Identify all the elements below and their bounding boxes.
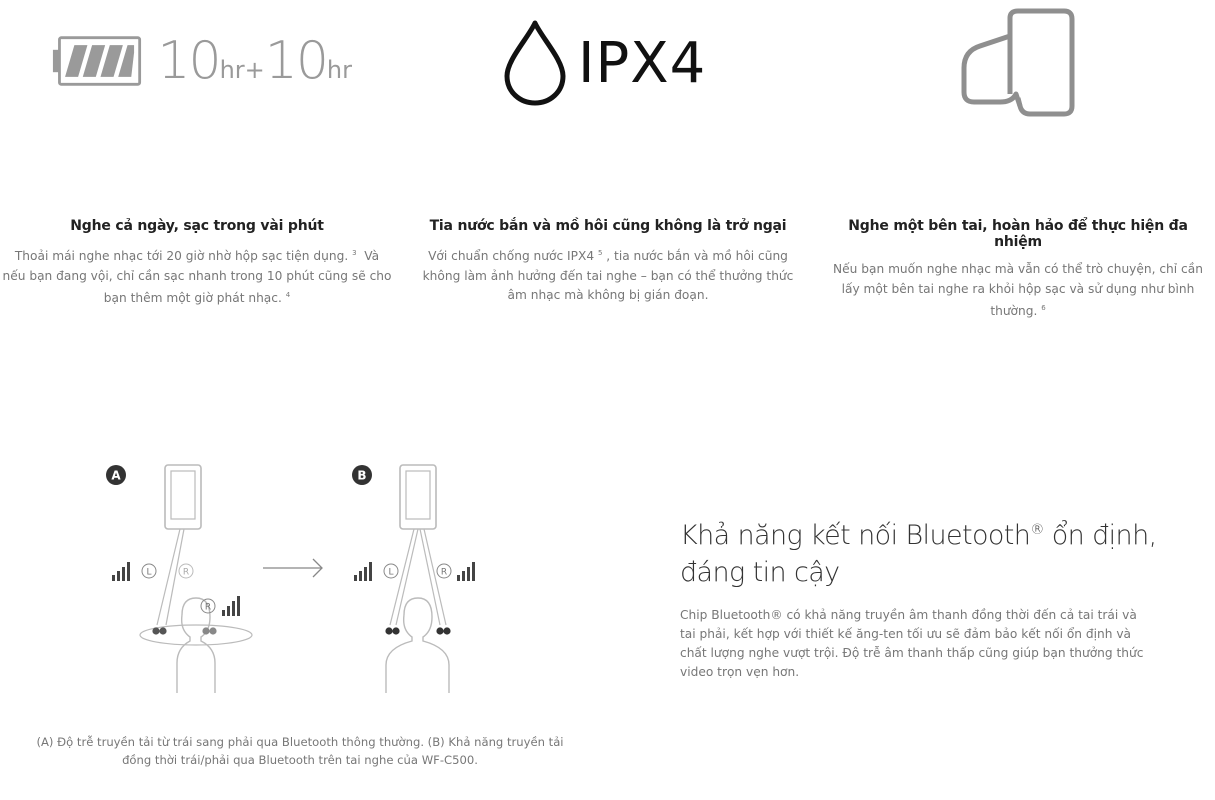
water-drop-icon xyxy=(502,18,568,108)
footnote-ref[interactable]: 6 xyxy=(1041,304,1046,312)
feature-battery-title: Nghe cả ngày, sạc trong vài phút xyxy=(70,218,324,234)
diagram-caption: (A) Độ trễ truyền tải từ trái sang phải qua Bluetooth thông thường. (B) Khả năng truyền tải đồng thời trái/phải qua Bluetooth trên tai nghe của WF-C500. xyxy=(36,735,564,767)
feature-single-ear-desc-text: Nếu bạn muốn nghe nhạc mà vẫn có thể trò chuyện, chỉ cần lấy một bên tai nghe ra khỏi hộp sạc và sử dụng như bình thường. xyxy=(833,262,1203,319)
feature-ipx4 xyxy=(413,218,803,306)
svg-text:R: R xyxy=(182,567,190,578)
phone-a-icon xyxy=(165,465,201,529)
feature-single-ear-title: Nghe một bên tai, hoàn hảo để thực hiện đa nhiệm xyxy=(848,218,1188,250)
arrow-right-icon xyxy=(263,559,322,577)
feature-ipx4-desc-text-2: , tia nước bắn và mồ hôi cũng không làm ảnh hưởng đến tai nghe – bạn có thể thưởng thức âm nhạc mà không bị gián đoạn. xyxy=(422,249,794,303)
feature-ipx4-desc xyxy=(413,244,803,306)
feature-battery-desc xyxy=(2,244,392,309)
svg-text:B: B xyxy=(357,468,367,483)
left-ear-marker-icon xyxy=(142,564,156,578)
signal-bars-icon xyxy=(112,562,130,581)
feature-battery-desc-text-2: Và nếu bạn đang vội, chỉ cần sạc nhanh trong 10 phút cũng sẽ cho bạn thêm một giờ phát nhạc. xyxy=(2,249,392,306)
ipx4-feature-icon xyxy=(502,18,722,108)
person-b-icon xyxy=(386,598,449,693)
battery-duration-text xyxy=(157,31,352,91)
person-a-icon xyxy=(140,598,252,693)
footnote-ref[interactable]: 5 xyxy=(597,249,603,257)
bluetooth-title-text-2: ổn định, đáng tin cậy xyxy=(680,520,1157,588)
left-ear-marker-icon xyxy=(384,564,398,578)
bluetooth-title xyxy=(680,512,1180,591)
svg-text:L: L xyxy=(388,567,394,578)
diagram-label-b xyxy=(352,465,372,485)
svg-text:R: R xyxy=(204,602,212,613)
battery-unit-2: hr xyxy=(326,56,352,84)
signal-bars-icon xyxy=(354,562,372,581)
feature-battery-desc-text-1: Thoải mái nghe nhạc tới 20 giờ nhờ hộp sạc tiện dụng. xyxy=(14,249,349,264)
footnote-ref[interactable]: 4 xyxy=(285,291,291,300)
svg-text:L: L xyxy=(146,567,152,578)
battery-feature-icon xyxy=(52,30,352,92)
battery-plus: + xyxy=(244,56,265,84)
feature-single-ear xyxy=(823,218,1213,322)
battery-hours-1: 10 xyxy=(157,31,220,91)
feature-battery xyxy=(2,218,392,309)
earbuds-b-icon xyxy=(385,627,450,634)
signal-bars-icon xyxy=(222,596,240,616)
battery-icon xyxy=(52,32,143,90)
feature-ipx4-title: Tia nước bắn và mồ hôi cũng không là trở ngại xyxy=(429,218,787,234)
bluetooth-title-text-1: Khả năng kết nối Bluetooth xyxy=(680,520,1031,551)
svg-text:R: R xyxy=(440,567,448,578)
battery-hours-2: 10 xyxy=(264,31,327,91)
feature-single-ear-desc xyxy=(823,260,1213,322)
right-ear-marker-icon xyxy=(437,564,451,578)
right-ear-marker-icon xyxy=(179,564,193,578)
svg-text:A: A xyxy=(111,468,121,483)
phone-b-icon xyxy=(400,465,436,529)
diagram-label-a xyxy=(106,465,126,485)
registered-mark: ® xyxy=(1030,522,1044,538)
feature-ipx4-desc-text-1: Với chuẩn chống nước IPX4 xyxy=(428,249,595,264)
right-ear-marker-icon xyxy=(201,599,215,613)
footnote-ref[interactable]: 3 xyxy=(352,249,357,257)
bluetooth-desc: Chip Bluetooth® có khả năng truyền âm thanh đồng thời đến cả tai trái và tai phải, kết hợp với thiết kế ăng-ten tối ưu sẽ đảm bảo kết nối ổn định và chất lượng nghe vượt trội. Độ trễ âm thanh thấp cũng giúp bạn thưởng thức video trọn vẹn hơn. xyxy=(680,608,1144,679)
bluetooth-diagram xyxy=(100,455,500,700)
battery-unit-1: hr xyxy=(219,56,245,84)
signal-bars-icon xyxy=(457,562,475,581)
ipx4-label: IPX4 xyxy=(578,30,707,96)
earbud-case-feature-icon xyxy=(960,6,1080,121)
earbud-case-icon xyxy=(960,6,1080,121)
